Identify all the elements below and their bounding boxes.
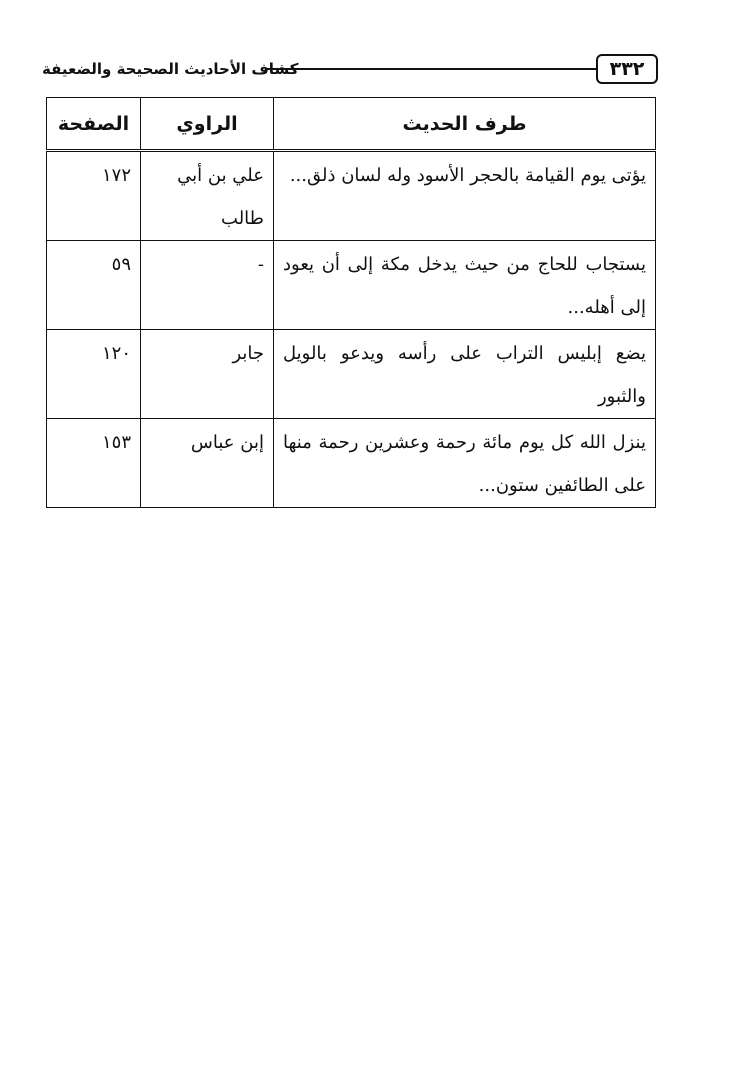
table-row bbox=[47, 419, 656, 508]
table-row bbox=[47, 241, 656, 330]
table-row bbox=[47, 330, 656, 419]
narrator-cell: إبن عباس bbox=[141, 419, 274, 508]
hadith-index-table bbox=[46, 97, 656, 508]
page-number: ٣٣٢ bbox=[596, 54, 658, 84]
narrator-cell: جابر bbox=[141, 330, 274, 419]
narrator-cell: علي بن أبي طالب bbox=[141, 151, 274, 241]
header-rule bbox=[266, 68, 596, 70]
page-cell: ١٢٠ bbox=[47, 330, 141, 419]
table-row bbox=[47, 151, 656, 241]
page-cell: ١٥٣ bbox=[47, 419, 141, 508]
column-header-narrator: الراوي bbox=[141, 98, 274, 151]
column-header-hadith: طرف الحديث bbox=[274, 98, 656, 151]
page-cell: ٥٩ bbox=[47, 241, 141, 330]
running-header bbox=[42, 50, 658, 88]
hadith-cell: يؤتى يوم القيامة بالحجر الأسود وله لسان ذلق... bbox=[274, 151, 656, 241]
narrator-cell: - bbox=[141, 241, 274, 330]
column-header-page: الصفحة bbox=[47, 98, 141, 151]
page-cell: ١٧٢ bbox=[47, 151, 141, 241]
hadith-cell: يستجاب للحاج من حيث يدخل مكة إلى أن يعود إلى أهله... bbox=[274, 241, 656, 330]
hadith-cell: ينزل الله كل يوم مائة رحمة وعشرين رحمة منها على الطائفين ستون... bbox=[274, 419, 656, 508]
hadith-cell: يضع إبليس التراب على رأسه ويدعو بالويل والثبور bbox=[274, 330, 656, 419]
book-title: كشاف الأحاديث الصحيحة والضعيفة bbox=[42, 60, 299, 78]
table-header-row bbox=[47, 98, 656, 151]
